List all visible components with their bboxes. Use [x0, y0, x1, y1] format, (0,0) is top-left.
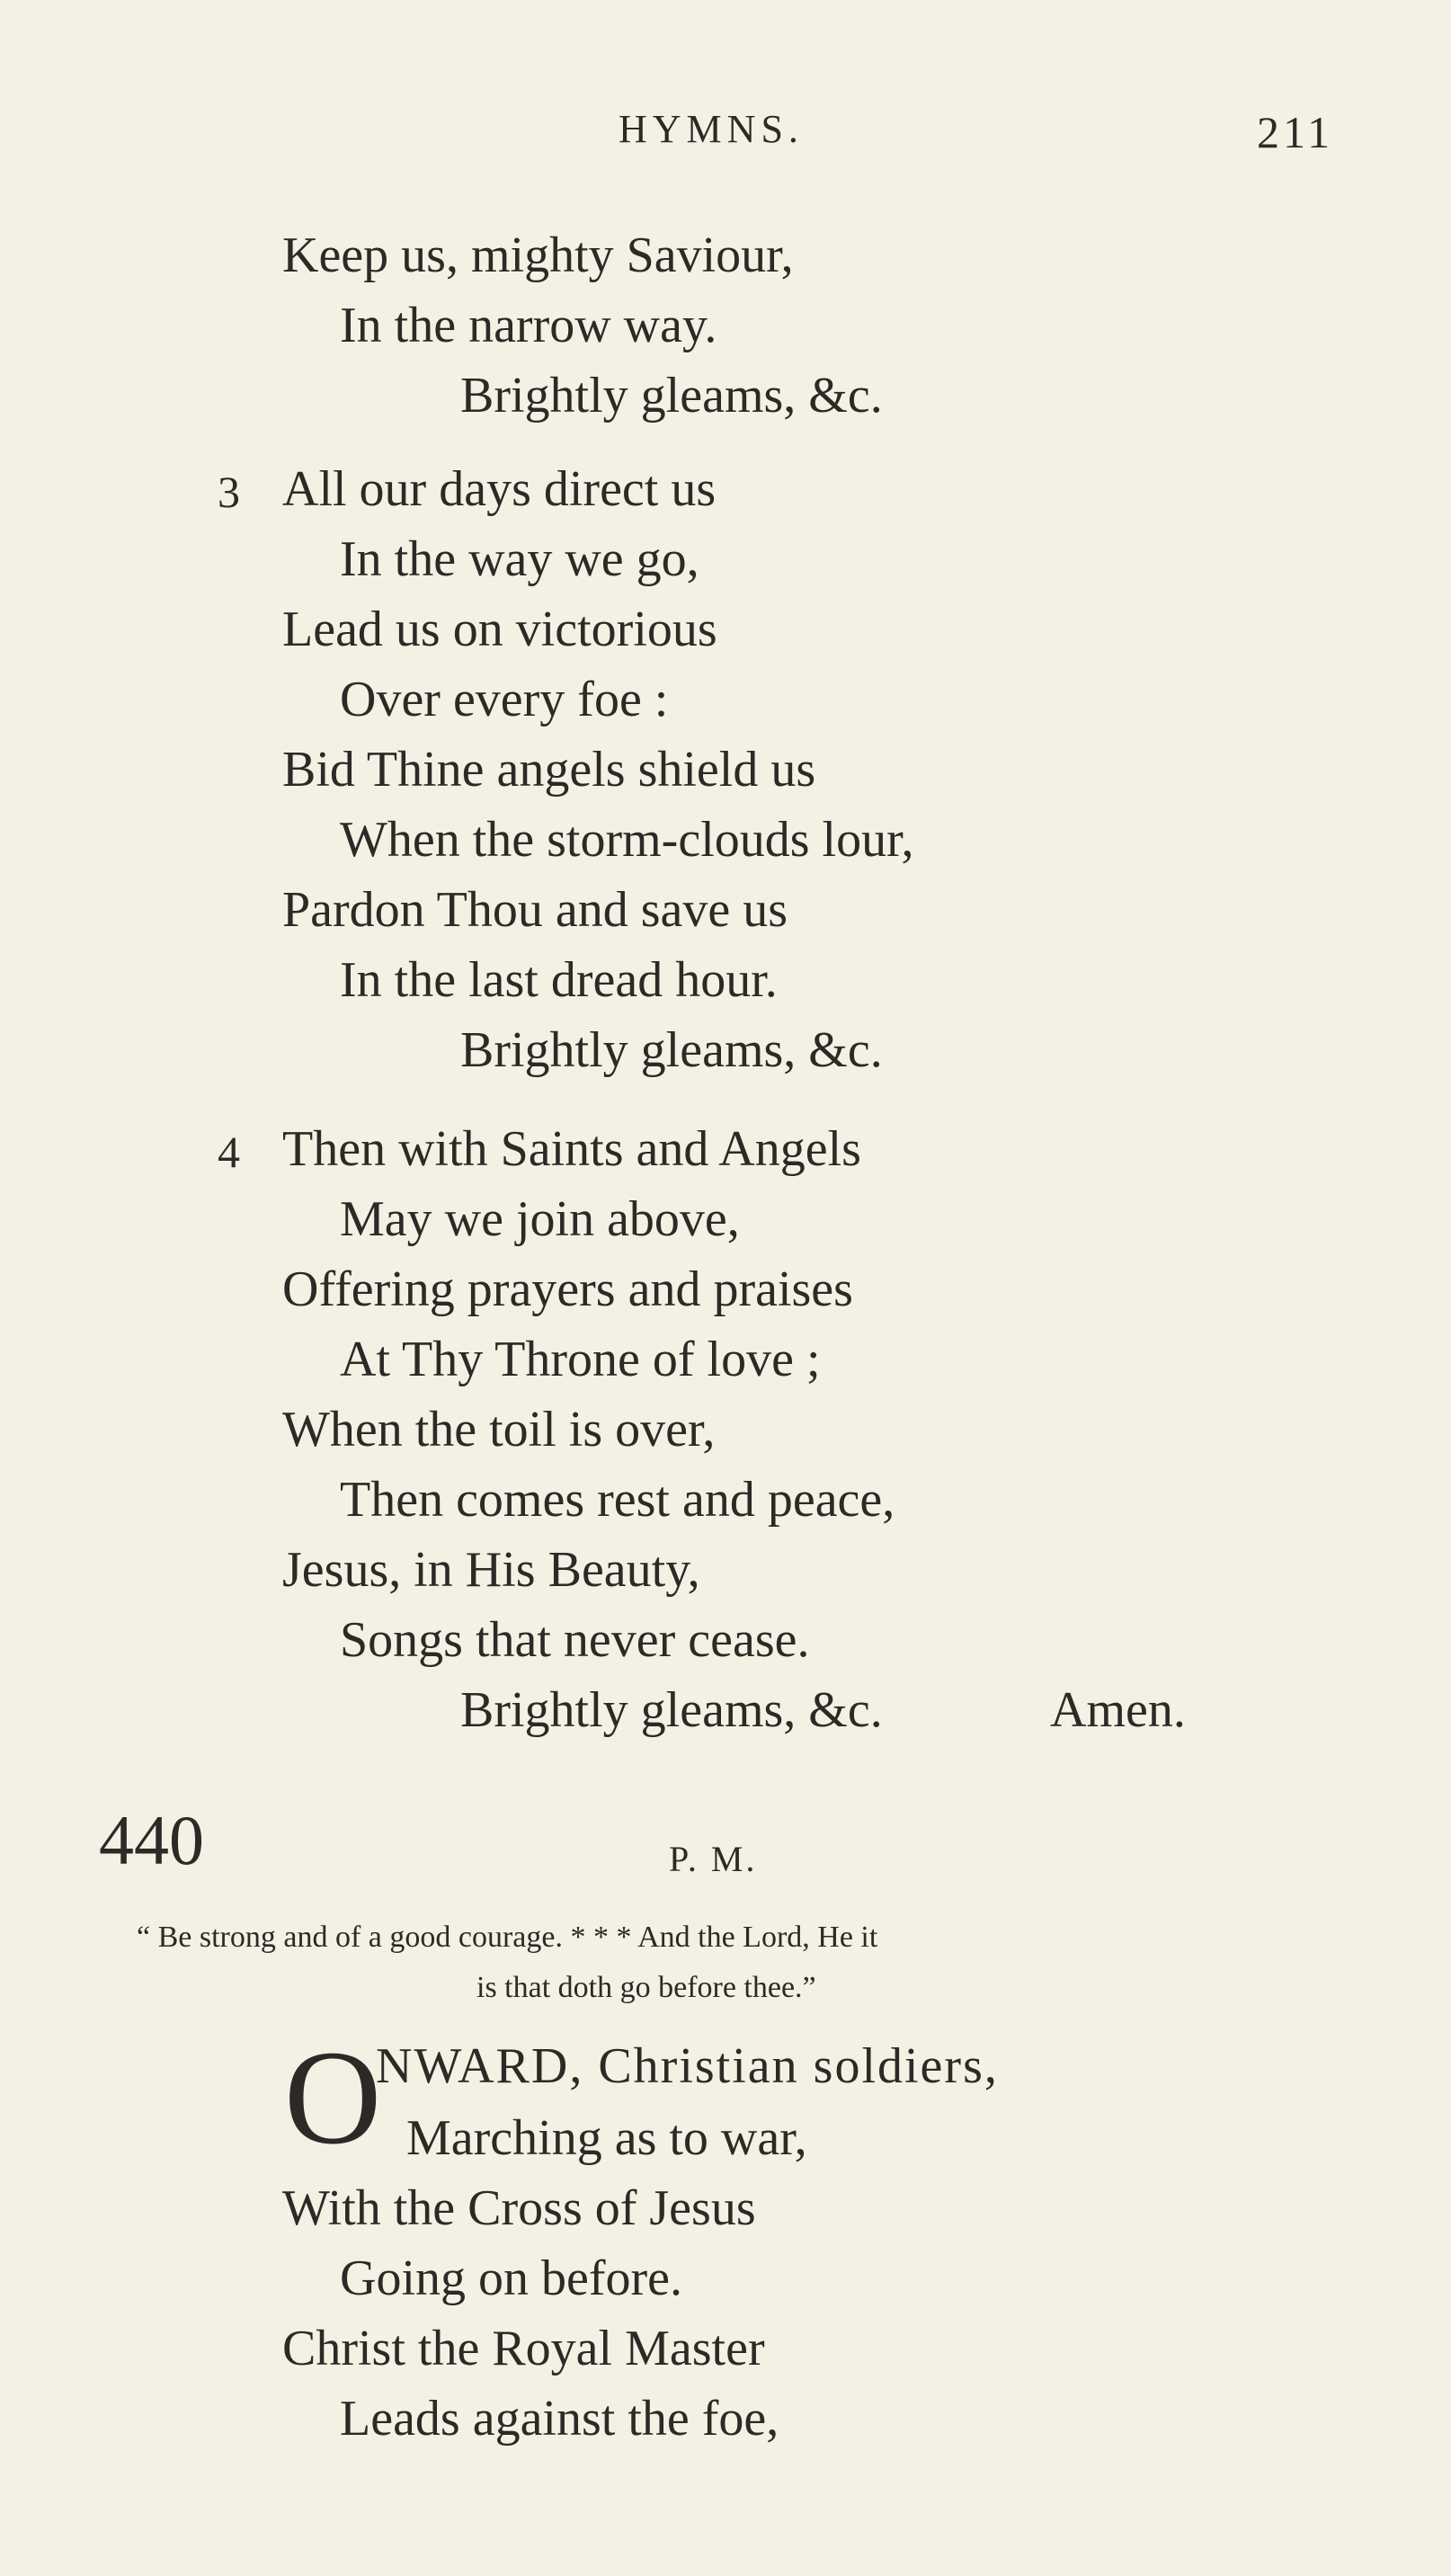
hymn-line: Keep us, mighty Saviour,	[282, 227, 794, 283]
hymn-line: Pardon Thou and save us	[282, 882, 788, 938]
verse-number: 3	[218, 467, 240, 517]
epigraph-line: “ Be strong and of a good courage. * * * And the Lord, He it	[137, 1921, 878, 1954]
hymn-line: Jesus, in His Beauty,	[282, 1542, 700, 1598]
amen: Amen.	[1050, 1682, 1186, 1738]
hymn-line: When the toil is over,	[282, 1402, 716, 1457]
hymn-line: Lead us on victorious	[282, 602, 717, 657]
page-number: 211	[1257, 107, 1334, 157]
hymn-first-line	[376, 2038, 999, 2094]
refrain-line: Brightly gleams, &c.	[460, 1682, 883, 1738]
hymn-line: In the narrow way.	[340, 298, 717, 353]
hymn-line: In the last dread hour.	[340, 952, 778, 1008]
meter-label: P. M.	[669, 1839, 758, 1879]
hymn-number: 440	[99, 1801, 204, 1879]
hymn-line: Over every foe :	[340, 672, 669, 727]
hymn-line: In the way we go,	[340, 531, 699, 587]
hymn-line: Marching as to war,	[406, 2110, 807, 2166]
hymn-line: Offering prayers and praises	[282, 1261, 853, 1317]
hymn-line: Songs that never cease.	[340, 1612, 810, 1668]
hymn-line: May we join above,	[340, 1191, 740, 1247]
hymn-line: Christ the Royal Master	[282, 2321, 765, 2376]
refrain-line: Brightly gleams, &c.	[460, 368, 883, 423]
drop-cap: O	[284, 2023, 382, 2172]
first-line-text: NWARD, Christian soldiers,	[376, 2038, 999, 2094]
hymn-line: Leads against the foe,	[340, 2391, 779, 2447]
hymn-line: When the storm-clouds lour,	[340, 812, 914, 868]
running-title: HYMNS.	[619, 107, 804, 151]
hymn-line: Going on before.	[340, 2251, 683, 2306]
epigraph-line: is that doth go before thee.”	[476, 1971, 816, 2004]
hymn-line: With the Cross of Jesus	[282, 2180, 756, 2236]
refrain-line: Brightly gleams, &c.	[460, 1022, 883, 1078]
verse-number: 4	[218, 1127, 240, 1177]
hymn-line: Bid Thine angels shield us	[282, 742, 816, 798]
hymn-line: All our days direct us	[282, 461, 717, 517]
hymn-line: Then with Saints and Angels	[282, 1121, 861, 1177]
hymn-line: Then comes rest and peace,	[340, 1472, 895, 1528]
running-head	[0, 106, 1451, 160]
hymn-line: At Thy Throne of love ;	[340, 1332, 821, 1387]
